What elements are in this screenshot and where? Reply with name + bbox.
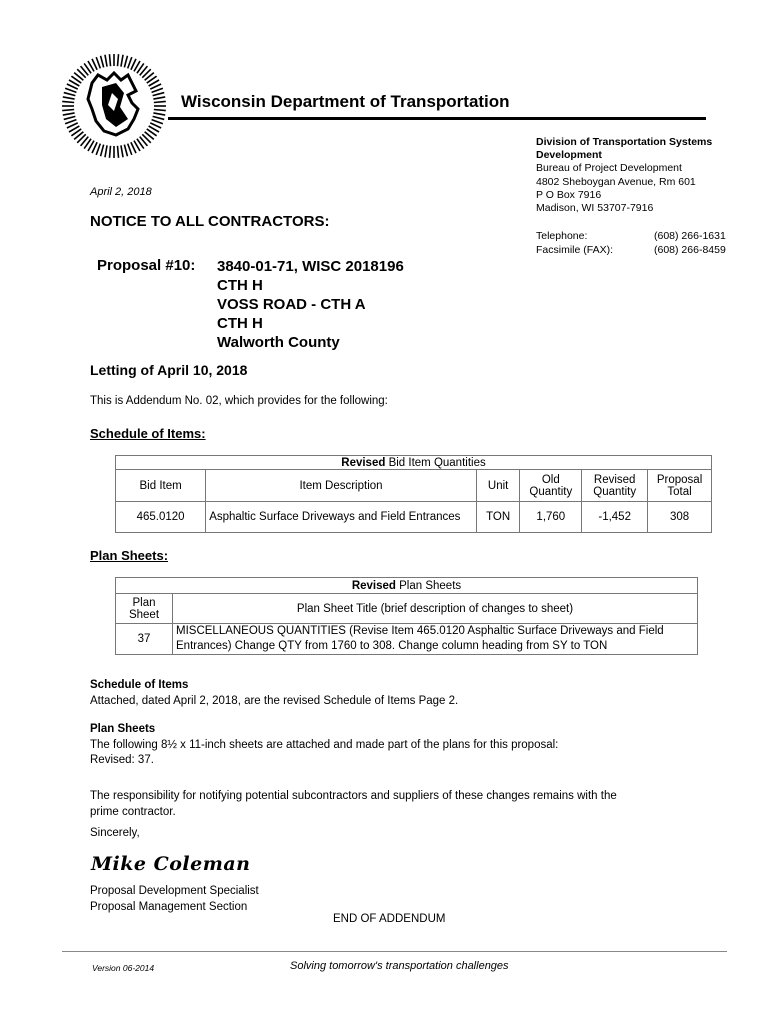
schedule-heading: Schedule of Items: [90,426,206,441]
plan-section-line: The following 8½ x 11-inch sheets are attached and made part of the plans for this proposal: [90,738,559,751]
cell-plan-sheet: 37 [116,624,173,655]
schedule-section-title: Schedule of Items [90,679,189,691]
plan-table-title: Revised Plan Sheets [116,578,698,594]
table-row [116,624,698,655]
addendum-intro: This is Addendum No. 02, which provides for the following: [90,395,388,407]
responsibility-line: prime contractor. [90,805,176,818]
letting-date: Letting of April 10, 2018 [90,362,248,378]
bid-items-table [115,455,712,533]
proposal-line: VOSS ROAD - CTH A [217,296,366,313]
header-plan-sheet: Plan Sheet [116,594,173,624]
contact-block [536,230,726,257]
responsibility-paragraph [90,789,617,820]
cell-revised-quantity: -1,452 [582,502,648,533]
plan-sheets-heading: Plan Sheets: [90,548,169,563]
wisdot-logo [58,53,170,159]
header-plan-sheet-title: Plan Sheet Title (brief description of changes to sheet) [173,594,698,624]
proposal-label: Proposal #10: [97,257,196,274]
plan-section-line: Revised: 37. [90,754,154,766]
cell-unit: TON [476,502,520,533]
cell-bid-item: 465.0120 [116,502,206,533]
header-unit: Unit [476,470,520,502]
cell-plan-sheet-title: MISCELLANEOUS QUANTITIES (Revise Item 465.0120 Asphaltic Surface Driveways and Field Entrances) Change QTY from 1760 to 308. Change column heading from SY to TON [173,624,698,655]
address-line: 4802 Sheboygan Avenue, Rm 601 [536,175,696,188]
letter-date: April 2, 2018 [90,186,152,198]
header-proposal-total: Proposal Total [648,470,712,502]
fax-number: (608) 266-8459 [654,243,726,256]
address-line: Bureau of Project Development [536,162,682,175]
schedule-section-text: Attached, dated April 2, 2018, are the revised Schedule of Items Page 2. [90,694,459,707]
agency-name: Wisconsin Department of Transportation [181,92,510,111]
notice-heading: NOTICE TO ALL CONTRACTORS: [90,213,330,230]
proposal-line: CTH H [217,315,263,332]
header-revised-quantity: Revised Quantity [582,470,648,502]
plan-section [90,722,558,769]
division-address-block [536,136,712,215]
responsibility-line: The responsibility for notifying potential subcontractors and suppliers of these changes remains with the [90,790,617,802]
fax-label: Facsimile (FAX): [536,243,614,256]
bid-table-title: Revised Bid Item Quantities [116,456,712,470]
header-old-quantity: Old Quantity [520,470,582,502]
division-line: Division of Transportation Systems [536,136,713,148]
plan-sheets-table [115,577,698,655]
schedule-section [90,678,458,709]
header-item-description: Item Description [206,470,477,502]
proposal-details [217,257,404,352]
plan-section-title: Plan Sheets [90,723,156,735]
table-row [116,502,712,533]
signer-title: Proposal Development Specialist [90,885,259,897]
address-line: P O Box 7916 [536,188,602,201]
address-line: Madison, WI 53707-7916 [536,202,654,215]
header-rule [168,117,706,120]
telephone-number: (608) 266-1631 [654,230,726,242]
cell-item-description: Asphaltic Surface Driveways and Field Entrances [206,502,477,533]
proposal-line: CTH H [217,277,263,294]
signer-block [90,884,259,915]
closing: Sincerely, [90,827,140,839]
signer-section: Proposal Management Section [90,900,248,913]
version-label: Version 06-2014 [92,963,155,973]
header-bid-item: Bid Item [116,470,206,502]
footer-slogan: Solving tomorrow's transportation challenges [290,960,509,972]
telephone-label: Telephone: [536,230,588,242]
footer-rule [62,951,727,952]
division-line: Development [536,149,602,162]
end-of-addendum: END OF ADDENDUM [333,913,446,925]
proposal-line: Walworth County [217,334,340,351]
cell-proposal-total: 308 [648,502,712,533]
handwritten-signature: Mike Coleman [91,853,251,875]
cell-old-quantity: 1,760 [520,502,582,533]
proposal-line: 3840-01-71, WISC 2018196 [217,258,404,275]
